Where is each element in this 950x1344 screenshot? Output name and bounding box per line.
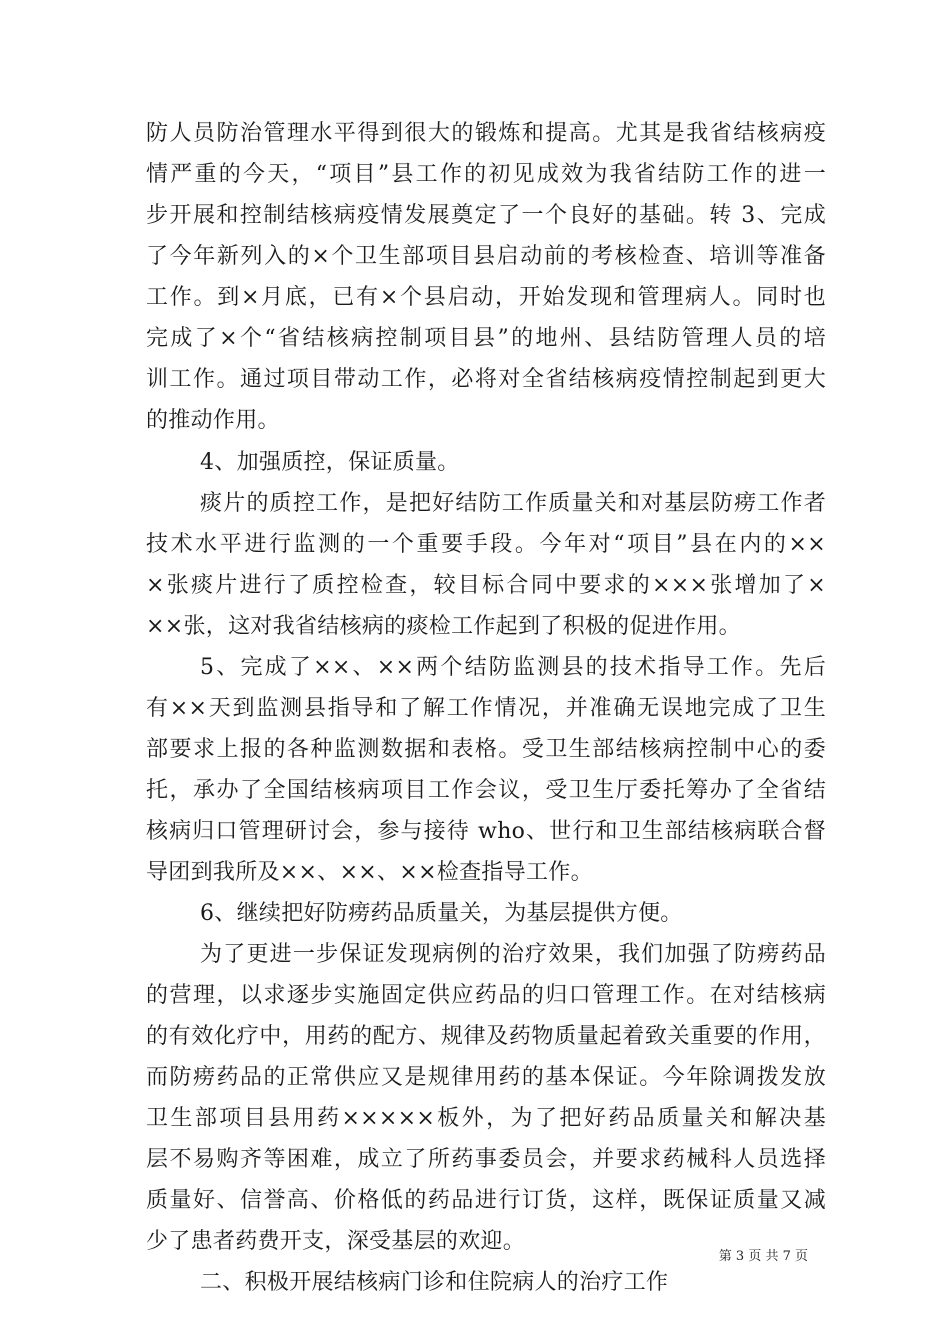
text-line: ××张，这对我省结核病的痰检工作起到了积极的促进作用。 (146, 614, 741, 639)
section-heading: 5、完成了××、××两个结防监测县的技术指导工作。先后 (200, 655, 826, 680)
text-line: 技术水平进行监测的一个重要手段。今年对“项目”县在内的×× (146, 532, 826, 557)
section-heading: 二、积极开展结核病门诊和住院病人的治疗工作 (200, 1270, 669, 1295)
text-line: 部要求上报的各种监测数据和表格。受卫生部结核病控制中心的委 (146, 737, 826, 762)
text-line: 的有效化疗中，用药的配方、规律及药物质量起着致关重要的作用， (146, 1024, 826, 1049)
text-line: 有××天到监测县指导和了解工作情况，并准确无误地完成了卫生 (146, 696, 826, 721)
text-line: 完成了×个“省结核病控制项目县”的地州、县结防管理人员的培 (146, 326, 826, 351)
text-line: 导团到我所及××、××、××检查指导工作。 (146, 860, 593, 885)
text-line: 卫生部项目县用药×××××板外，为了把好药品质量关和解决基 (146, 1106, 826, 1131)
text-line: 了今年新列入的×个卫生部项目县启动前的考核检查、培训等准备 (146, 244, 826, 269)
page-number: 第 3 页 共 7 页 (718, 1249, 808, 1264)
text-line: 训工作。通过项目带动工作，必将对全省结核病疫情控制起到更大 (146, 367, 826, 392)
text-line: 层不易购齐等困难，成立了所药事委员会，并要求药械科人员选择 (146, 1147, 826, 1172)
text-line: 质量好、信誉高、价格低的药品进行订货，这样，既保证质量又减 (146, 1188, 826, 1213)
text-line: 痰片的质控工作，是把好结防工作质量关和对基层防痨工作者 (200, 491, 826, 516)
text-line: 托，承办了全国结核病项目工作会议，受卫生厅委托筹办了全省结 (146, 778, 826, 803)
section-heading: 4、加强质控，保证质量。 (200, 450, 460, 475)
text-line: 情严重的今天，“项目”县工作的初见成效为我省结防工作的进一 (146, 162, 826, 187)
text-line: 核病归口管理研讨会，参与接待 who、世行和卫生部结核病联合督 (146, 819, 826, 844)
text-line: 防人员防治管理水平得到很大的锻炼和提高。尤其是我省结核病疫 (146, 121, 826, 146)
text-line: 的推动作用。 (146, 408, 280, 433)
text-line: 的营理，以求逐步实施固定供应药品的归口管理工作。在对结核病 (146, 983, 826, 1008)
section-heading: 6、继续把好防痨药品质量关，为基层提供方便。 (200, 901, 683, 926)
text-line: ×张痰片进行了质控检查，较目标合同中要求的×××张增加了× (146, 573, 826, 598)
text-line: 少了患者药费开支，深受基层的欢迎。 (146, 1229, 526, 1254)
text-line: 步开展和控制结核病疫情发展奠定了一个良好的基础。转 3、完成 (146, 203, 826, 228)
text-line: 而防痨药品的正常供应又是规律用药的基本保证。今年除调拨发放 (146, 1065, 826, 1090)
text-line: 工作。到×月底，已有×个县启动，开始发现和管理病人。同时也 (146, 285, 826, 310)
text-line: 为了更进一步保证发现病例的治疗效果，我们加强了防痨药品 (200, 942, 826, 967)
